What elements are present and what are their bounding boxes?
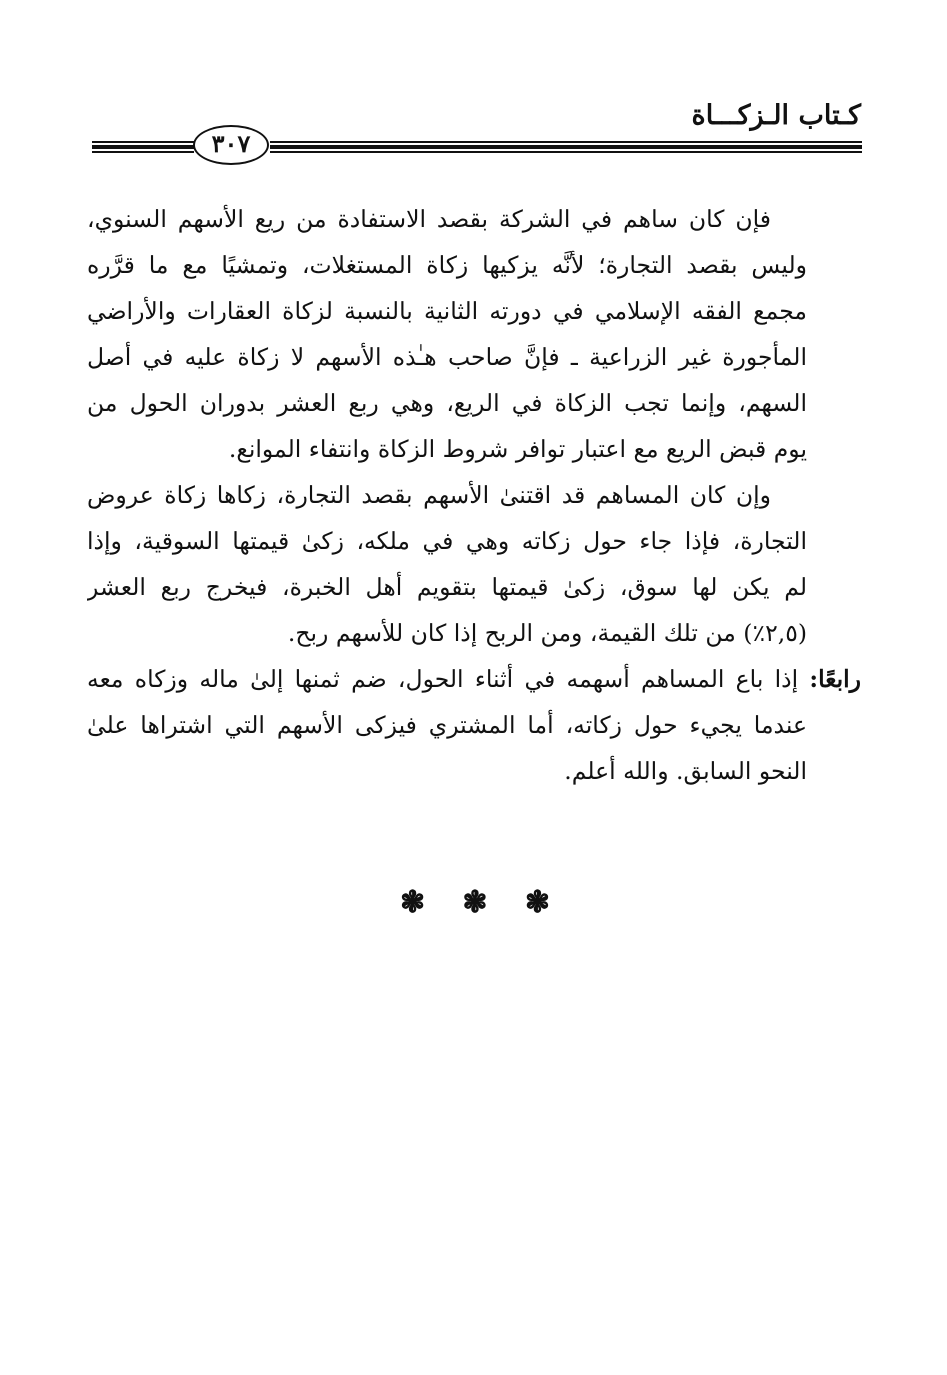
page-number: ٣٠٧ <box>193 125 269 165</box>
text-line-content: إذا باع المساهم أسهمه في أثناء الحول، ضم ثمنها إلىٰ ماله وزكاه معه <box>87 665 799 693</box>
text-line: النحو السابق. والله أعلم. <box>564 757 807 785</box>
text-line: عندما يجيء حول زكاته، أما المشتري فيزكى الأسهم التي اشتراها علىٰ <box>87 711 807 739</box>
asterism-icon: ❃ <box>400 885 426 920</box>
paragraph-1 <box>87 196 807 472</box>
text-line: السهم، وإنما تجب الزكاة في الريع، وهي ربع العشر بدوران الحول من <box>87 389 807 417</box>
asterism-icon: ❃ <box>524 885 550 920</box>
text-line: (٢,٥٪) من تلك القيمة، ومن الربح إذا كان للأسهم ربح. <box>287 619 807 647</box>
text-line: وليس بقصد التجارة؛ لأنَّه يزكيها زكاة المستغلات، وتمشيًا مع ما قرَّره <box>87 251 807 279</box>
text-line: فإن كان ساهم في الشركة بقصد الاستفادة من ريع الأسهم السنوي، <box>87 205 771 233</box>
paragraph-2 <box>87 472 807 656</box>
header-rule-right <box>270 139 862 155</box>
text-line: وإن كان المساهم قد اقتنىٰ الأسهم بقصد التجارة، زكاها زكاة عروض <box>87 481 771 509</box>
header-rule-left <box>92 139 194 155</box>
text-line: لم يكن لها سوق، زكىٰ قيمتها بتقويم أهل الخبرة، فيخرج ربع العشر <box>87 573 807 601</box>
text-line <box>87 656 861 702</box>
asterism-icon: ❃ <box>462 885 488 920</box>
paragraph-3 <box>87 656 861 794</box>
text-line: يوم قبض الريع مع اعتبار توافر شروط الزكاة وانتفاء الموانع. <box>228 435 807 463</box>
section-lead: رابعًا: <box>809 665 861 693</box>
running-title: كـتاب الـزكـــاة <box>691 100 861 131</box>
text-line: المأجورة غير الزراعية ـ فإنَّ صاحب هـٰذه الأسهم لا زكاة عليه في أصل <box>87 343 807 371</box>
text-line: التجارة، فإذا جاء حول زكاته وهي في ملكه، زكىٰ قيمتها السوقية، وإذا <box>87 527 807 555</box>
text-line: مجمع الفقه الإسلامي في دورته الثانية بالنسبة لزكاة العقارات والأراضي <box>87 297 807 325</box>
section-separator <box>400 885 550 920</box>
